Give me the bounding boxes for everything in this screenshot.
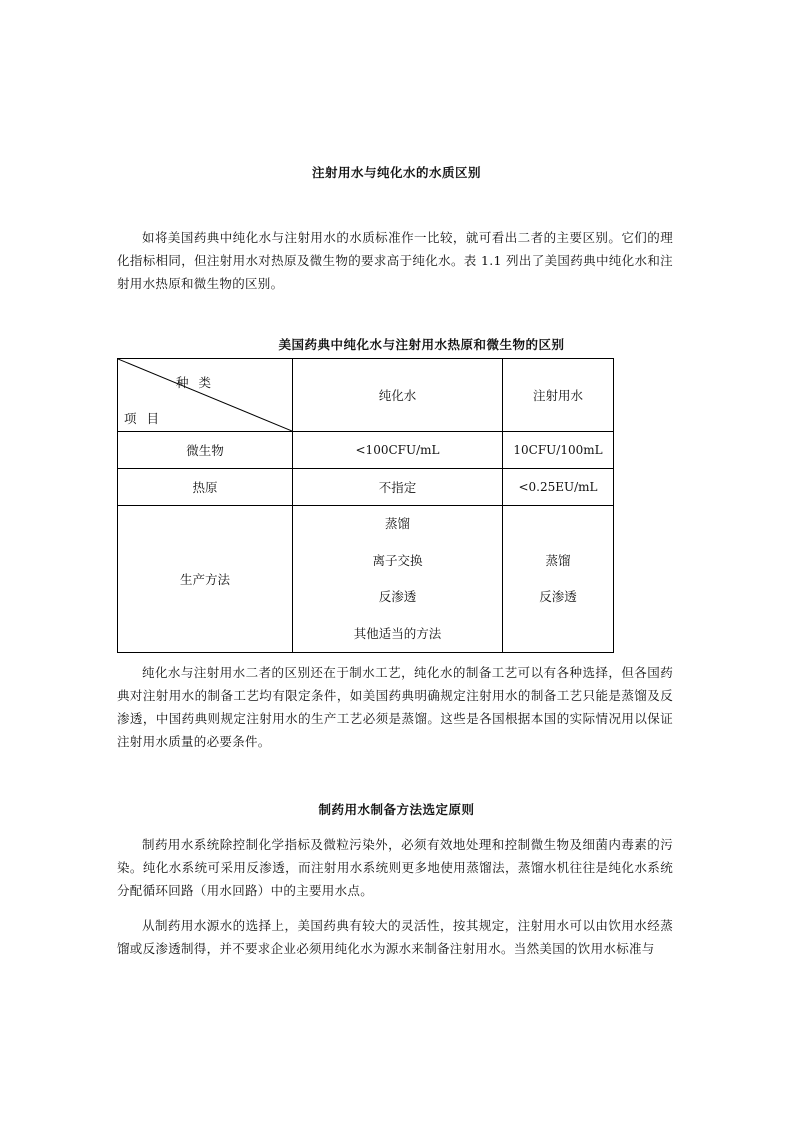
- method-item: 反渗透: [378, 589, 417, 604]
- section2-title: 制药用水制备方法选定原则: [318, 802, 475, 817]
- section2-paragraph-1: 制药用水系统除控制化学指标及微粒污染外，必须有效地处理和控制微生物及细菌内毒素的污染。纯化水系统可采用反渗透，而注射用水系统则更多地使用蒸馏法，蒸馏水机往往是纯化水系统分配循环回路（用水回路）中的主要用水点。: [117, 837, 673, 898]
- method-item: 离子交换: [372, 552, 423, 568]
- section2-paragraph-2: 从制药用水源水的选择上，美国药典有较大的灵活性，按其规定，注射用水可以由饮用水经蒸馏或反渗透制得，并不要求企业必须用纯化水为源水来制备注射用水。当然美国的饮用水标准与: [117, 918, 673, 956]
- row-item-microbe: 微生物: [118, 432, 293, 469]
- col-header-wfi: 注射用水: [503, 359, 614, 432]
- corner-label-item: 项目: [124, 411, 170, 426]
- table-caption: 美国药典中纯化水与注射用水热原和微生物的区别: [278, 337, 565, 352]
- table-corner-cell: [118, 359, 293, 432]
- row-item-method: 生产方法: [118, 506, 293, 653]
- row-value-wfi: <0.25EU/mL: [503, 469, 614, 506]
- table-row: [118, 432, 614, 469]
- section1-title: 注射用水与纯化水的水质区别: [311, 165, 481, 180]
- table-row: [118, 469, 614, 506]
- col-header-pure-water: 纯化水: [293, 359, 503, 432]
- paragraph-after-table: 纯化水与注射用水二者的区别还在于制水工艺，纯化水的制备工艺可以有各种选择，但各国药典对注射用水的制备工艺均有限定条件，如美国药典明确规定注射用水的制备工艺只能是蒸馏及反渗透，中国药典则规定注射用水的生产工艺必须是蒸馏。这些是各国根据本国的实际情况用以保证注射用水质量的必要条件。: [117, 665, 673, 749]
- comparison-table: [117, 358, 614, 653]
- method-item: 反渗透: [539, 589, 577, 604]
- row-value-pure: 不指定: [293, 469, 503, 506]
- method-list-wfi: [503, 506, 614, 653]
- method-item: 蒸馏: [545, 552, 571, 568]
- table-header-row: [118, 359, 614, 432]
- method-list-pure: [293, 506, 503, 653]
- section1-paragraph: 如将美国药典中纯化水与注射用水的水质标准作一比较，就可看出二者的主要区别。它们的理化指标相同，但注射用水对热原及微生物的要求高于纯化水。表 1.1 列出了美国药典中纯化水和注射用水热原和微生物的区别。: [117, 230, 673, 291]
- corner-label-kind: 种类: [176, 375, 222, 390]
- table-row-method: [118, 506, 614, 653]
- row-value-wfi: 10CFU/100mL: [503, 432, 614, 469]
- method-item: 蒸馏: [384, 516, 410, 531]
- row-value-pure: <100CFU/mL: [293, 432, 503, 469]
- row-item-pyrogen: 热原: [118, 469, 293, 506]
- method-item: 其他适当的方法: [353, 625, 442, 641]
